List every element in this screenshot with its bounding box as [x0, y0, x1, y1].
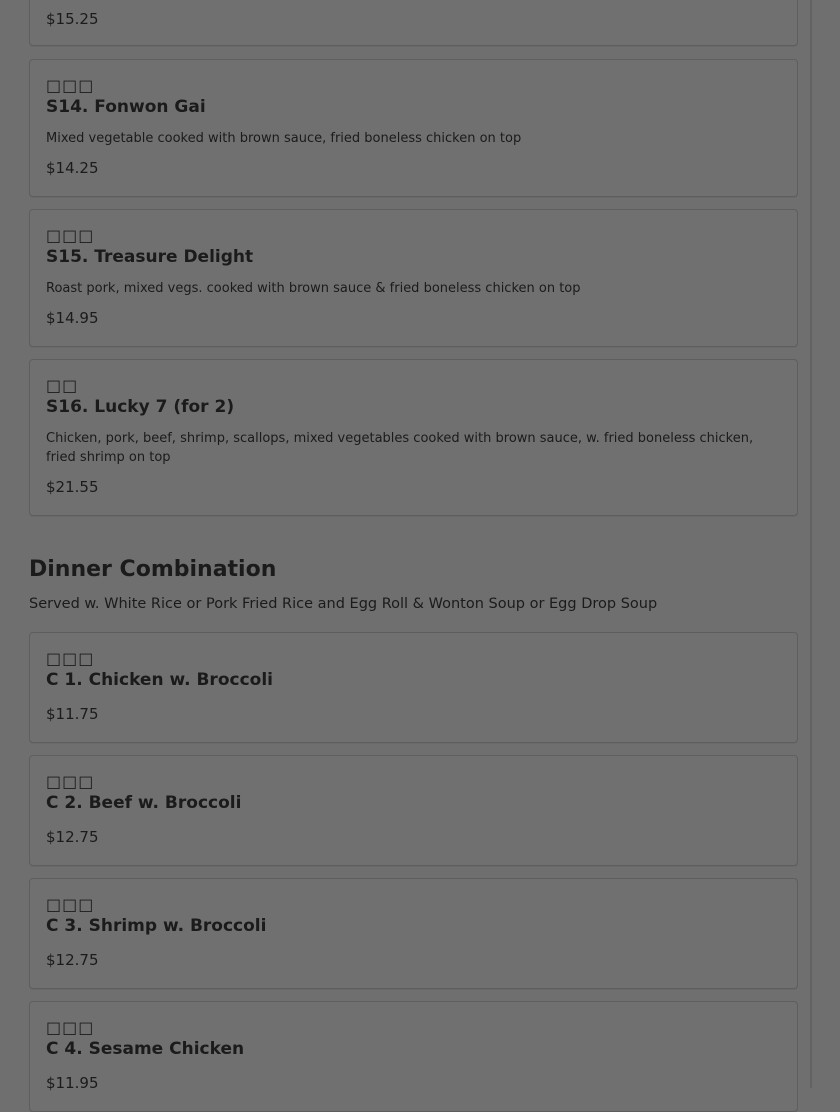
menu-item-chinese-name: □□	[46, 376, 79, 395]
menu-item-chinese-name: □□□	[46, 895, 95, 914]
menu-item-chinese-name: □□□	[46, 772, 95, 791]
menu-item-card[interactable]	[29, 0, 798, 46]
section-subtitle: Served w. White Rice or Pork Fried Rice and Egg Roll & Wonton Soup or Egg Drop Soup	[29, 596, 658, 612]
menu-item-title: C 1. Chicken w. Broccoli	[46, 670, 273, 690]
menu-item-card[interactable]	[29, 632, 798, 743]
menu-item-title: C 2. Beef w. Broccoli	[46, 793, 242, 813]
menu-item-card[interactable]	[29, 59, 798, 197]
menu-item-title: C 3. Shrimp w. Broccoli	[46, 916, 267, 936]
menu-item-price: $12.75	[46, 828, 99, 846]
menu-item-card[interactable]	[29, 359, 798, 516]
menu-item-price: $14.95	[46, 309, 99, 327]
menu-item-price: $12.75	[46, 951, 99, 969]
menu-item-card[interactable]	[29, 209, 798, 347]
menu-item-price: $11.95	[46, 1074, 99, 1092]
menu-item-description: Mixed vegetable cooked with brown sauce, fried boneless chicken on top	[46, 131, 522, 146]
menu-item-title: S15. Treasure Delight	[46, 247, 254, 267]
menu-item-price: $14.25	[46, 159, 99, 177]
menu-item-card[interactable]	[29, 1001, 798, 1112]
page-edge-divider	[810, 0, 812, 1088]
menu-item-card[interactable]	[29, 755, 798, 866]
menu-item-price: $15.25	[46, 10, 99, 28]
menu-item-title: S14. Fonwon Gai	[46, 97, 206, 117]
menu-item-card[interactable]	[29, 878, 798, 989]
menu-item-chinese-name: □□□	[46, 226, 95, 245]
menu-item-description: Roast pork, mixed vegs. cooked with brown sauce & fried boneless chicken on top	[46, 281, 581, 296]
menu-item-price: $11.75	[46, 705, 99, 723]
section-title: Dinner Combination	[29, 557, 277, 582]
menu-item-chinese-name: □□□	[46, 1018, 95, 1037]
menu-item-description: Chicken, pork, beef, shrimp, scallops, mixed vegetables cooked with brown sauce, w. fried boneless chicken, fried shrimp on top	[46, 431, 754, 465]
menu-item-title: S16. Lucky 7 (for 2)	[46, 397, 235, 417]
menu-item-price: $21.55	[46, 478, 99, 496]
menu-item-chinese-name: □□□	[46, 76, 95, 95]
menu-item-chinese-name: □□□	[46, 649, 95, 668]
menu-item-title: C 4. Sesame Chicken	[46, 1039, 245, 1059]
